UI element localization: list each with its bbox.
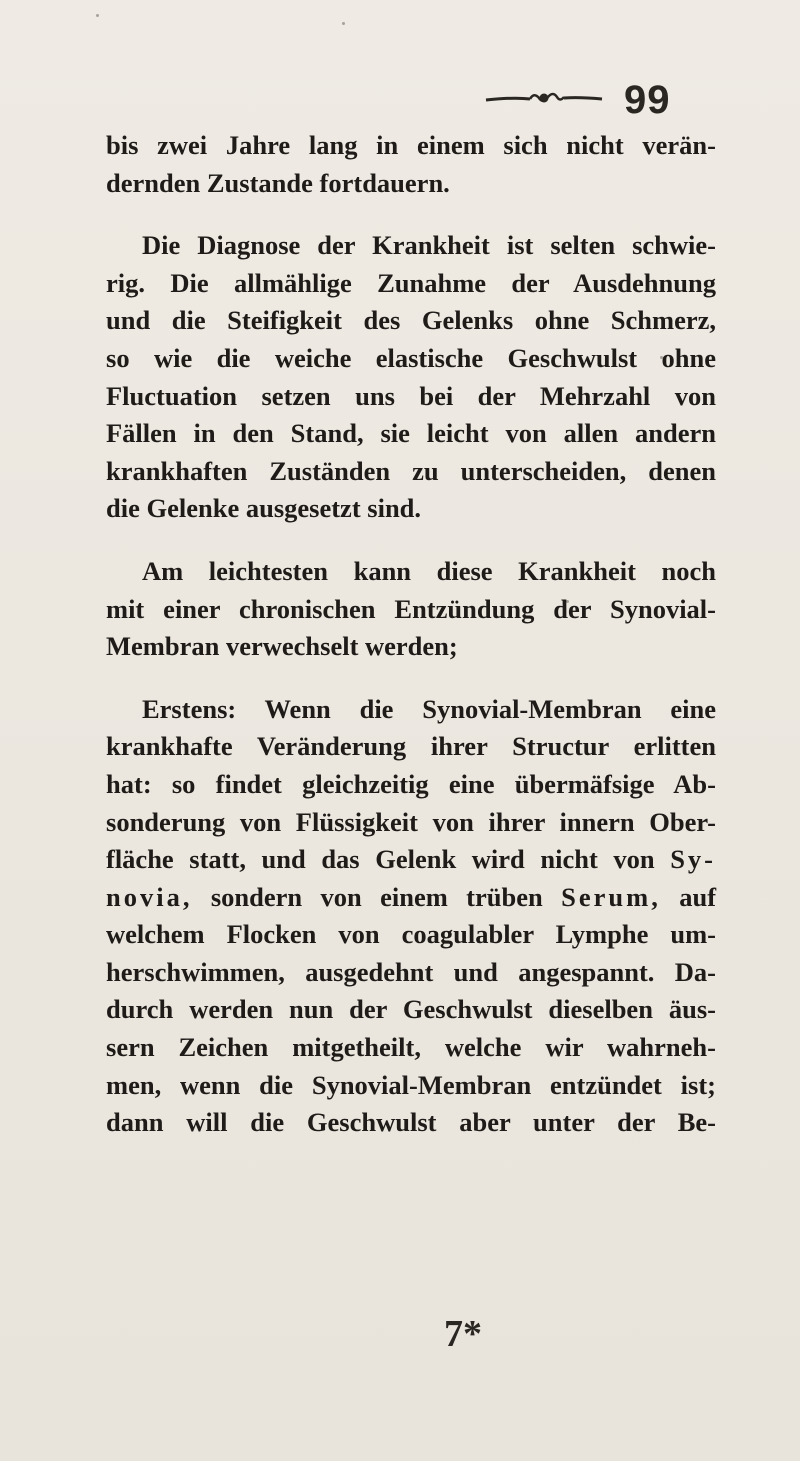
text-line: hat: so findet gleichzeitig eine übermäfsige Ab- [106, 768, 716, 799]
text-line: Erstens: Wenn die Synovial-Membran eine [142, 693, 716, 724]
text-line: mit einer chronischen Entzündung der Synovial- [106, 593, 716, 624]
text-segment: auf [679, 881, 717, 912]
text-line: dann will die Geschwulst aber unter der Be- [106, 1107, 716, 1138]
text-segment: fläche statt, und das Gelenk wird nicht von [106, 844, 655, 875]
paragraph [106, 691, 716, 1142]
text-line: men, wenn die Synovial-Membran entzündet ist; [106, 1069, 716, 1100]
text-line: Am leichtesten kann diese Krankheit noch [142, 555, 716, 586]
text-segment: sondern von einem trüben [210, 881, 543, 912]
paragraph [106, 127, 716, 202]
text-line: krankhafte Veränderung ihrer Structur erlitten [106, 731, 716, 762]
spaced-word: novia, [106, 881, 193, 912]
text-line: Membran verwechselt werden; [106, 631, 458, 662]
text-line: sonderung von Flüssigkeit von ihrer innern Ober- [106, 806, 716, 837]
text-line [106, 841, 716, 879]
text-line: und die Steifigkeit des Gelenks ohne Schmerz, [106, 305, 716, 336]
paper-speck [342, 22, 345, 25]
paragraph [106, 553, 716, 666]
page-number: 99 [624, 78, 671, 122]
text-line: die Gelenke ausgesetzt sind. [106, 493, 422, 524]
text-line: sern Zeichen mitgetheilt, welche wir wahrneh- [106, 1032, 716, 1063]
paragraph [106, 227, 716, 528]
text-line: Fluctuation setzen uns bei der Mehrzahl von [106, 380, 716, 411]
text-line: bis zwei Jahre lang in einem sich nicht verän- [106, 130, 716, 160]
text-line: welchem Flocken von coagulabler Lymphe um- [106, 919, 716, 950]
text-line: herschwimmen, ausgedehnt und angespannt. Da- [106, 956, 716, 987]
text-line [106, 879, 716, 917]
text-line: Die Diagnose der Krankheit ist selten schwie- [142, 230, 716, 261]
flourish-ornament-icon [484, 88, 604, 108]
text-line: dernden Zustande fortdauern. [106, 167, 450, 198]
paper-speck [96, 14, 99, 17]
body-text [106, 127, 716, 1142]
spaced-word: Serum, [561, 881, 661, 912]
page-header [0, 78, 800, 122]
spaced-word: Sy- [670, 844, 717, 875]
text-line: so wie die weiche elastische Geschwulst ohne [106, 342, 716, 373]
text-line: durch werden nun der Geschwulst dieselben äus- [106, 994, 716, 1025]
text-line: rig. Die allmählige Zunahme der Ausdehnung [106, 267, 716, 298]
text-line: Fällen in den Stand, sie leicht von allen andern [106, 418, 716, 449]
signature-mark: 7* [444, 1313, 482, 1355]
text-line: krankhaften Zuständen zu unterscheiden, denen [106, 455, 716, 486]
